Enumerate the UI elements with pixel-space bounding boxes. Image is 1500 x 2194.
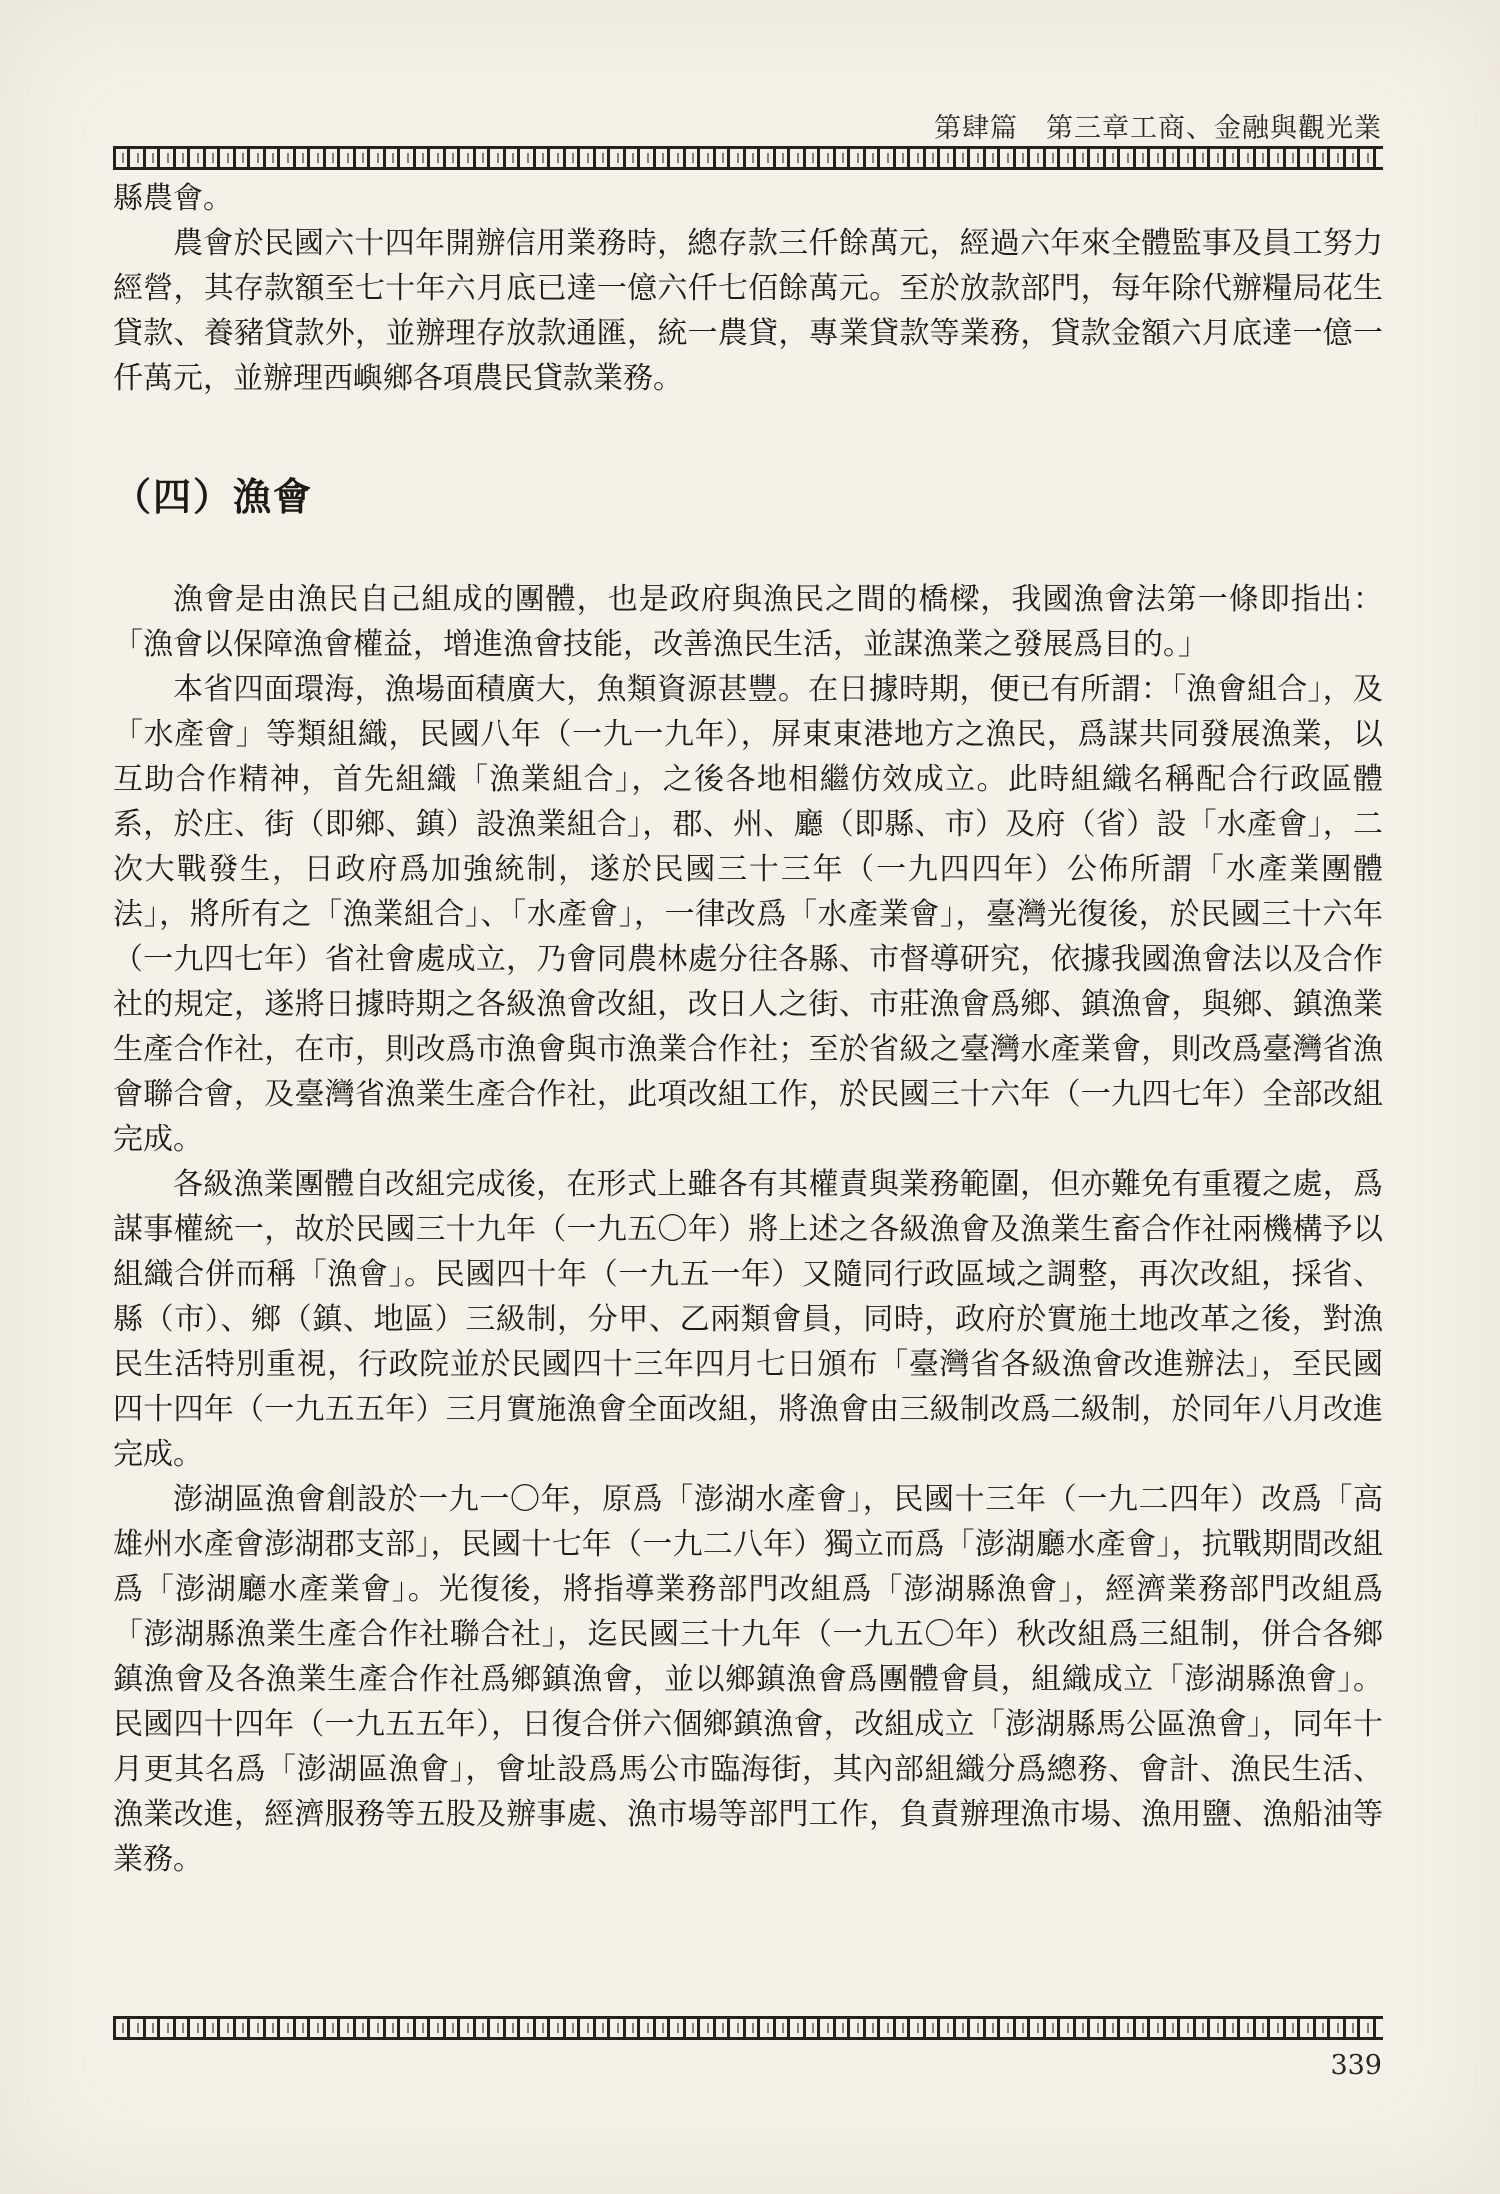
paragraph: 各級漁業團體自改組完成後，在形式上雖各有其權責與業務範圍，但亦難免有重覆之處，爲謀事權統一，故於民國三十九年（一九五〇年）將上述之各級漁會及漁業生畜合作社兩機構予以組織合併而稱「漁會」。民國四十年（一九五一年）又隨同行政區域之調整，再次改組，採省、縣（市）、鄉（鎮、地區）三級制，分甲、乙兩類會員，同時，政府於實施土地改革之後，對漁民生活特別重視，行政院並於民國四十三年四月七日頒布「臺灣省各級漁會改進辦法」，至民國四十四年（一九五五年）三月實施漁會全面改組，將漁會由三級制改爲二級制，於同年八月改進完成。 <box>113 1167 1383 1472</box>
paragraph-continuation: 縣農會。 <box>113 181 233 216</box>
page-number: 339 <box>1330 2050 1382 2081</box>
paragraph: 漁會是由漁民自己組成的團體，也是政府與漁民之間的橋樑，我國漁會法第一條即指出：「漁會以保障漁會權益，增進漁會技能，改善漁民生活，並謀漁業之發展爲目的。」 <box>113 582 1383 662</box>
bottom-ornament-border <box>113 2016 1383 2040</box>
paragraph: 澎湖區漁會創設於一九一〇年，原爲「澎湖水產會」，民國十三年（一九二四年）改爲「高雄州水產會澎湖郡支部」，民國十七年（一九二八年）獨立而爲「澎湖廳水產會」，抗戰期間改組爲「澎湖廳水產業會」。光復後，將指導業務部門改組爲「澎湖縣漁會」，經濟業務部門改組爲「澎湖縣漁業生產合作社聯合社」，迄民國三十九年（一九五〇年）秋改組爲三組制，併合各鄉鎮漁會及各漁業生產合作社爲鄉鎮漁會，並以鄉鎮漁會爲團體會員，組織成立「澎湖縣漁會」。民國四十四年（一九五五年），日復合併六個鄉鎮漁會，改組成立「澎湖縣馬公區漁會」，同年十月更其名爲「澎湖區漁會」，會址設爲馬公市臨海街，其內部組織分爲總務、會計、漁民生活、漁業改進，經濟服務等五股及辦事處、漁市場等部門工作，負責辦理漁市場、漁用鹽、漁船油等業務。 <box>113 1482 1383 1877</box>
running-header: 第肆篇 第三章工商、金融與觀光業 <box>934 113 1382 144</box>
section-heading: （四）漁會 <box>113 474 314 519</box>
paragraph: 本省四面環海，漁場面積廣大，魚類資源甚豐。在日據時期，便已有所謂：「漁會組合」，及「水產會」等類組織，民國八年（一九一九年），屏東東港地方之漁民，爲謀共同發展漁業，以互助合作精神，首先組織「漁業組合」，之後各地相繼仿效成立。此時組織名稱配合行政區體系，於庄、街（即鄉、鎮）設漁業組合」，郡、州、廳（即縣、市）及府（省）設「水產會」，二次大戰發生，日政府爲加強統制，遂於民國三十三年（一九四四年）公佈所謂「水產業團體法」，將所有之「漁業組合」、「水產會」，一律改爲「水產業會」，臺灣光復後，於民國三十六年（一九四七年）省社會處成立，乃會同農林處分往各縣、市督導研究，依據我國漁會法以及合作社的規定，遂將日據時期之各級漁會改組，改日人之街、市莊漁會爲鄉、鎮漁會，與鄉、鎮漁業生產合作社，在市，則改爲市漁會與市漁業合作社；至於省級之臺灣水產業會，則改爲臺灣省漁會聯合會，及臺灣省漁業生產合作社，此項改組工作，於民國三十六年（一九四七年）全部改組完成。 <box>113 672 1383 1157</box>
paragraph: 農會於民國六十四年開辦信用業務時，總存款三仟餘萬元，經過六年來全體監事及員工努力經營，其存款額至七十年六月底已達一億六仟七佰餘萬元。至於放款部門，每年除代辦糧局花生貸款、養豬貸款外，並辦理存放款通匯，統一農貸，專業貸款等業務，貸款金額六月底達一億一仟萬元，並辦理西嶼鄉各項農民貸款業務。 <box>113 226 1383 396</box>
body-text <box>113 176 1383 1882</box>
top-ornament-border <box>113 146 1383 170</box>
